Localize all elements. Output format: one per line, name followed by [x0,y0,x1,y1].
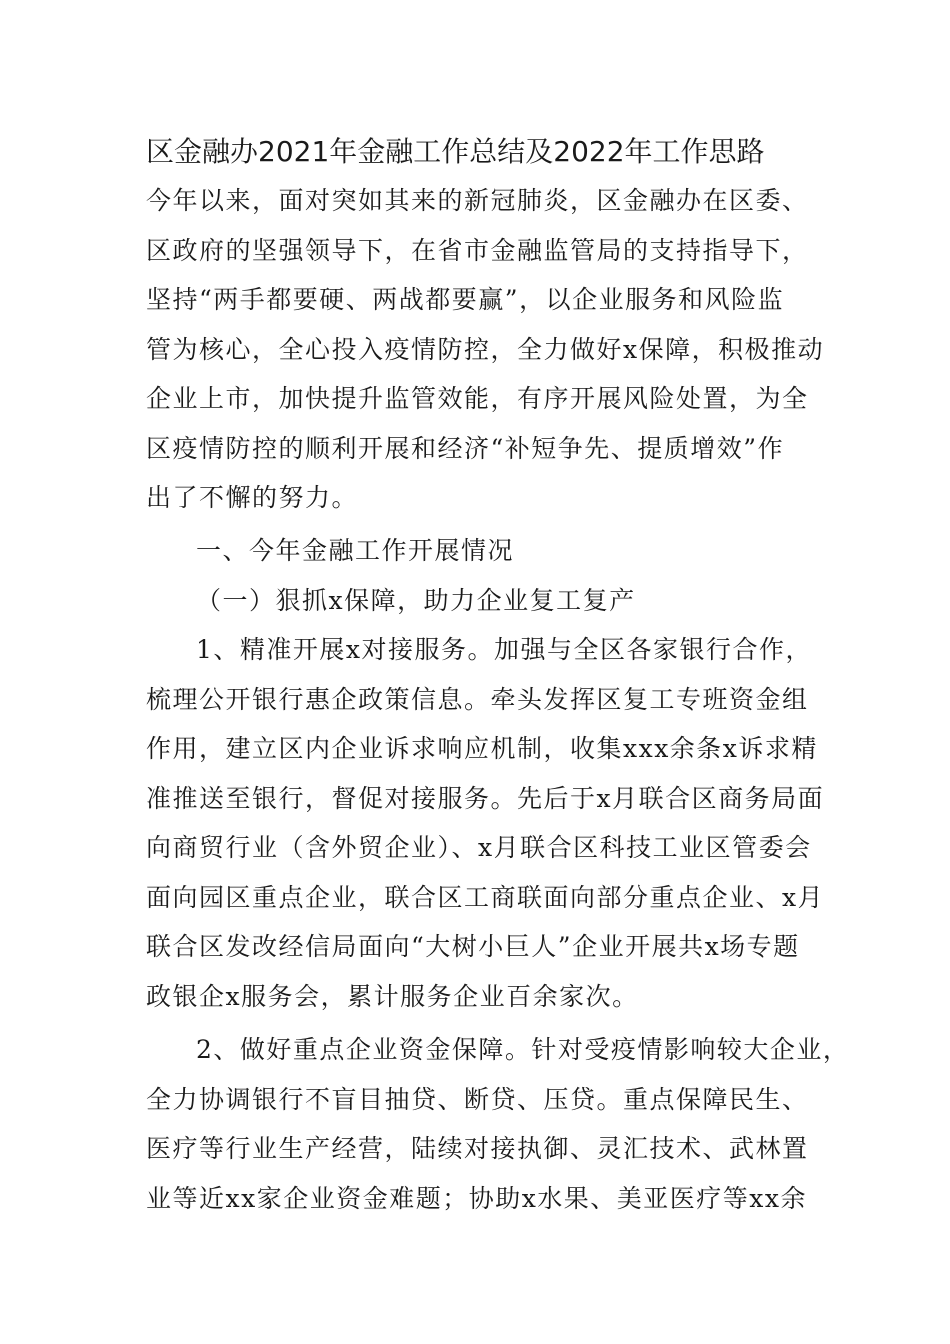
text-line: 1、精准开展x对接服务。加强与全区各家银行合作， [196,635,813,664]
text-line: 作用，建立区内企业诉求响应机制，收集xxx余条x诉求精 [146,734,818,763]
text-line: 管为核心，全心投入疫情防控，全力做好x保障，积极推动 [146,334,825,364]
document-title: 区金融办2021年金融工作总结及2022年工作思路 [146,135,765,168]
text-line: 坚持“两手都要硬、两战都要赢”，以企业服务和风险监 [146,285,785,314]
item1-paragraph [146,625,825,1021]
text-line: 联合区发改经信局面向“大树小巨人”企业开展共x场专题 [146,932,800,961]
subsection-heading-block [146,576,810,626]
text-line: 今年以来，面对突如其来的新冠肺炎，区金融办在区委、 [146,186,809,215]
text-line: 准推送至银行，督促对接服务。先后于x月联合区商务局面 [146,783,825,813]
section-heading-block [146,526,810,576]
text-line: 医疗等行业生产经营，陆续对接执御、灵汇技术、武林置 [146,1134,809,1163]
text-line: 政银企x服务会，累计服务企业百余家次。 [146,981,639,1011]
item2-paragraph [146,1025,850,1223]
text-line: 企业上市，加快提升监管效能，有序开展风险处置，为全 [146,384,809,413]
text-line: 业等近xx家企业资金难题；协助x水果、美亚医疗等xx余 [146,1183,807,1213]
text-line: 梳理公开银行惠企政策信息。牵头发挥区复工专班资金组 [146,684,809,714]
text-line: 区疫情防控的顺利开展和经济“补短争先、提质增效”作 [146,433,785,463]
text-line: 全力协调银行不盲目抽贷、断贷、压贷。重点保障民生、 [146,1084,809,1114]
text-line: 出了不懈的努力。 [146,483,359,512]
text-line: 面向园区重点企业，联合区工商联面向部分重点企业、x月 [146,882,825,912]
subsection-heading: （一）狠抓x保障，助力企业复工复产 [196,586,636,615]
section-heading: 一、今年金融工作开展情况 [196,536,515,565]
text-line: 2、做好重点企业资金保障。针对受疫情影响较大企业， [196,1035,850,1064]
text-line: 向商贸行业（含外贸企业）、x月联合区科技工业区管委会 [146,833,812,862]
text-line: 区政府的坚强领导下，在省市金融监管局的支持指导下， [146,235,809,265]
intro-paragraph [146,176,825,523]
